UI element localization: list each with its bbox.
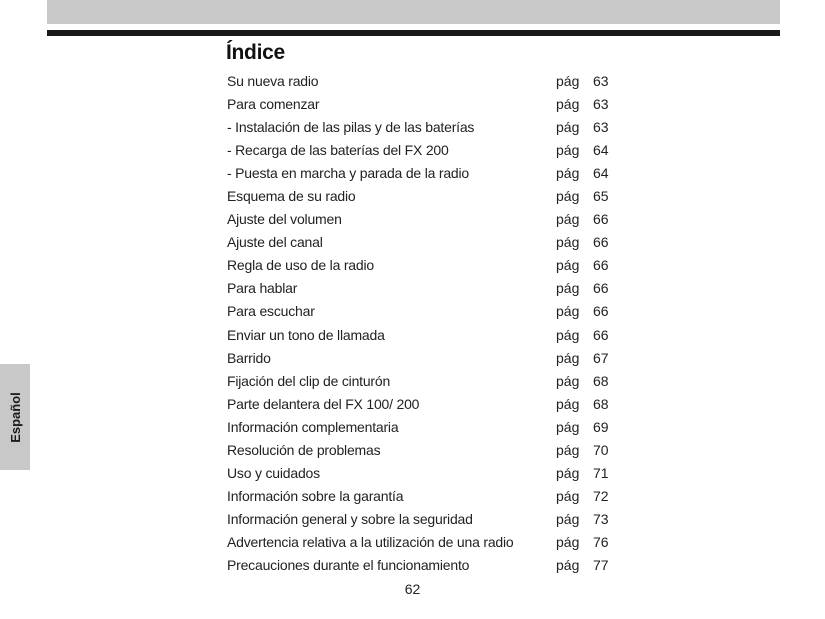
toc-entry (227, 393, 612, 416)
toc-entry (227, 139, 612, 162)
toc-entry-page: 69 (593, 418, 609, 435)
toc-entry-pag-label: pág (556, 418, 580, 435)
table-of-contents (227, 70, 612, 577)
toc-entry-page: 73 (593, 510, 609, 527)
toc-entry-title: Para hablar (227, 280, 298, 297)
toc-entry-page: 76 (593, 533, 609, 550)
toc-entry-pag-label: pág (556, 556, 580, 573)
toc-entry (227, 116, 612, 139)
toc-entry-title: Ajuste del canal (227, 234, 323, 251)
toc-entry-title: Resolución de problemas (227, 441, 381, 458)
toc-entry-pag-label: pág (556, 188, 580, 205)
toc-entry-page: 64 (593, 142, 609, 159)
toc-entry-title: Advertencia relativa a la utilización de una radio (227, 533, 514, 550)
toc-entry-pag-label: pág (556, 441, 580, 458)
toc-entry (227, 347, 612, 370)
toc-entry-page: 63 (593, 96, 609, 113)
toc-entry-page: 67 (593, 349, 609, 366)
toc-entry-page: 63 (593, 119, 609, 136)
toc-entry-title: Parte delantera del FX 100/ 200 (227, 395, 420, 412)
toc-entry-title: Barrido (227, 349, 271, 366)
toc-entry-title: Precauciones durante el funcionamiento (227, 556, 470, 573)
toc-entry (227, 370, 612, 393)
toc-entry-pag-label: pág (556, 303, 580, 320)
toc-entry-title: Para comenzar (227, 96, 320, 113)
toc-entry (227, 208, 612, 231)
toc-entry-pag-label: pág (556, 464, 580, 481)
toc-entry-page: 63 (593, 73, 609, 89)
toc-entry-title: Su nueva radio (227, 73, 319, 89)
toc-entry-page: 68 (593, 372, 609, 389)
toc-entry-title: Enviar un tono de llamada (227, 326, 385, 343)
toc-entry-page: 66 (593, 257, 609, 274)
language-tab (0, 364, 30, 470)
toc-entry-page: 66 (593, 211, 609, 228)
toc-entry-pag-label: pág (556, 234, 580, 251)
header-rule (47, 30, 780, 36)
toc-entry-title: Fijación del clip de cinturón (227, 372, 391, 389)
toc-entry (227, 231, 612, 254)
toc-entry-title: Información complementaria (227, 418, 399, 435)
toc-entry (227, 554, 612, 577)
toc-entry-page: 66 (593, 280, 609, 297)
toc-entry (227, 300, 612, 323)
toc-entry (227, 277, 612, 300)
toc-entry-pag-label: pág (556, 96, 580, 113)
toc-entry-page: 64 (593, 165, 609, 182)
page-title: Índice (226, 41, 285, 64)
toc-entry-page: 66 (593, 326, 609, 343)
toc-entry (227, 70, 612, 93)
toc-entry-page: 65 (593, 188, 609, 205)
toc-entry-pag-label: pág (556, 395, 580, 412)
toc-entry-title: Esquema de su radio (227, 188, 356, 205)
toc-entry-pag-label: pág (556, 372, 580, 389)
toc-entry-pag-label: pág (556, 280, 580, 297)
toc-entry-page: 77 (593, 556, 609, 573)
toc-entry (227, 485, 612, 508)
toc-entry-title: - Puesta en marcha y parada de la radio (227, 165, 470, 182)
toc-entry-pag-label: pág (556, 533, 580, 550)
toc-entry-page: 66 (593, 303, 609, 320)
toc-entry-title: Información general y sobre la seguridad (227, 510, 473, 527)
toc-entry-title: Uso y cuidados (227, 464, 320, 481)
toc-entry-title: Para escuchar (227, 303, 315, 320)
toc-entry-page: 72 (593, 487, 609, 504)
toc-entry-page: 70 (593, 441, 609, 458)
toc-entry (227, 324, 612, 347)
toc-entry-title: - Recarga de las baterías del FX 200 (227, 142, 449, 159)
toc-entry-page: 66 (593, 234, 609, 251)
toc-entry-pag-label: pág (556, 349, 580, 366)
toc-entry (227, 508, 612, 531)
toc-entry-pag-label: pág (556, 326, 580, 343)
toc-entry-title: Información sobre la garantía (227, 487, 404, 504)
toc-entry (227, 162, 612, 185)
language-tab-label: Español (7, 391, 23, 443)
toc-entry-pag-label: pág (556, 165, 580, 182)
toc-entry-page: 71 (593, 464, 609, 481)
toc-entry (227, 439, 612, 462)
page-number: 62 (404, 581, 421, 597)
header-band (47, 0, 780, 24)
toc-entry-page: 68 (593, 395, 609, 412)
toc-entry-pag-label: pág (556, 73, 580, 89)
toc-entry-pag-label: pág (556, 510, 580, 527)
toc-entry-title: Regla de uso de la radio (227, 257, 374, 274)
toc-entry-title: Ajuste del volumen (227, 211, 342, 228)
toc-entry (227, 416, 612, 439)
toc-entry-pag-label: pág (556, 211, 580, 228)
toc-entry (227, 185, 612, 208)
toc-entry (227, 254, 612, 277)
toc-entry (227, 462, 612, 485)
toc-entry-title: - Instalación de las pilas y de las baterías (227, 119, 475, 136)
toc-entry-pag-label: pág (556, 487, 580, 504)
toc-entry-pag-label: pág (556, 142, 580, 159)
toc-entry-pag-label: pág (556, 119, 580, 136)
toc-entry-pag-label: pág (556, 257, 580, 274)
toc-entry (227, 531, 612, 554)
toc-entry (227, 93, 612, 116)
